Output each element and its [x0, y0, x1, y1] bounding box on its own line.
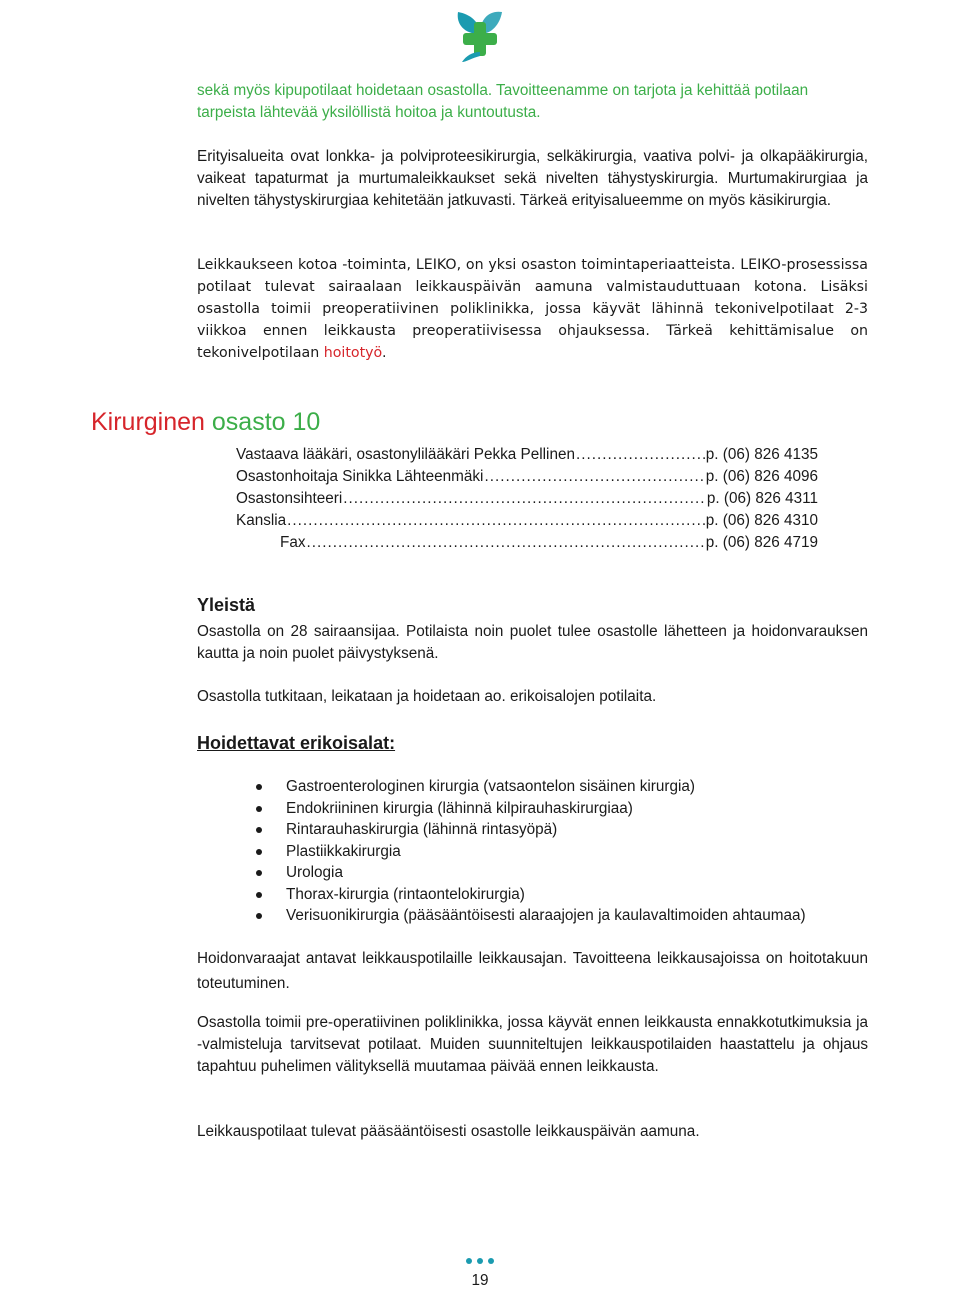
specialties-paragraph: Erityisalueita ovat lonkka- ja polviproteesikirurgia, selkäkirurgia, vaativa polvi- ja olkapääkirurgia, vaikeat tapaturmat ja murtumaleikkaukset sekä nivelten tähystyskirurgia. Murtumakirurgiaa ja nivelten tähystyskirurgiaa kehitetään jatkuvasti. Tärkeä erityisalueemme on myös käsikirurgia.: [197, 148, 868, 209]
hospital-cross-logo-icon: [450, 4, 510, 64]
page-footer: [450, 1258, 510, 1292]
closing-paragraph-1: Hoidonvaraajat antavat leikkauspotilaille leikkausajan. Tavoitteena leikkausajoissa on hoitotakuun toteutuminen.: [197, 950, 868, 992]
section-title-part-1: Kirurginen: [91, 408, 205, 436]
contact-label: Osastonsihteeri: [236, 490, 343, 507]
general-heading: Yleistä: [197, 595, 256, 615]
list-item: Thorax-kirurgia (rintaontelokirurgia): [197, 884, 877, 906]
contact-phone: p. (06) 826 4096: [705, 468, 818, 485]
dot-leader: [307, 532, 705, 554]
general-paragraph-2: Osastolla tutkitaan, leikataan ja hoidetaan ao. erikoisalojen potilaita.: [197, 688, 657, 705]
contact-row: [236, 488, 818, 510]
contact-phone: p. (06) 826 4719: [705, 534, 818, 551]
list-item: Plastiikkakirurgia: [197, 841, 877, 863]
contact-row: [236, 444, 818, 466]
contact-label: Osastonhoitaja Sinikka Lähteenmäki: [236, 468, 484, 485]
leiko-paragraph: [197, 254, 868, 364]
general-paragraph-1: Osastolla on 28 sairaansijaa. Potilaista noin puolet tulee osastolle lähetteen ja hoidonvarauksen kautta ja noin puolet päivystyksenä.: [197, 623, 868, 662]
list-item: Rintarauhaskirurgia (lähinnä rintasyöpä): [197, 819, 877, 841]
leiko-text: Leikkaukseen kotoa -toiminta, LEIKO, on yksi osaston toimintaperiaatteista. LEIKO-prosessissa potilaat tulevat sairaalaan leikkauspäivän aamuna valmistauduttuaan kotona. Lisäksi osastolla toimii preoperatiivinen poliklinikka, jossa käyvät lähinnä tekonivelpotilaat 2-3 viikkoa ennen leikkausta preoperatiivisessa ohjauksessa. Tärkeä kehittämisalue on tekonivelpotilaan: [197, 257, 868, 361]
contact-row: [236, 466, 818, 488]
leiko-end: .: [381, 345, 387, 361]
intro-line-2: tarpeista lähtevää yksilöllistä hoitoa ja kuntoutusta.: [197, 104, 541, 121]
list-item: Urologia: [197, 862, 877, 884]
dot-leader: [576, 444, 705, 466]
contact-phone: p. (06) 826 4311: [706, 490, 818, 507]
intro-line-1: sekä myös kipupotilaat hoidetaan osastolla. Tavoitteenamme on tarjota ja kehittää potilaan: [197, 82, 809, 99]
contact-phone: p. (06) 826 4310: [705, 512, 818, 529]
dot-leader: [287, 510, 705, 532]
section-title: [91, 405, 320, 439]
closing-paragraph-2: Osastolla toimii pre-operatiivinen poliklinikka, jossa käyvät ennen leikkausta ennakkotutkimuksia ja -valmisteluja tarvitsevat potilaat. Muiden suunniteltujen leikkauspotilaiden haastattelu ja ohjaus tapahtuu puhelimen välityksellä muutamaa päivää ennen leikkausta.: [197, 1014, 868, 1075]
list-item: Verisuonikirurgia (pääsääntöisesti alaraajojen ja kaulavaltimoiden ahtaumaa): [197, 905, 877, 927]
leiko-link-word: hoitotyö: [323, 345, 382, 361]
contact-label: Vastaava lääkäri, osastonylilääkäri Pekka Pellinen: [236, 446, 575, 463]
list-item: Endokriininen kirurgia (lähinnä kilpirauhaskirurgiaa): [197, 798, 877, 820]
contact-label: Fax: [280, 534, 306, 551]
closing-paragraph-3: Leikkauspotilaat tulevat pääsääntöisesti osastolle leikkauspäivän aamuna.: [197, 1123, 700, 1140]
intro-paragraph: [197, 80, 868, 124]
contact-row: [236, 532, 818, 554]
contact-phone: p. (06) 826 4135: [705, 446, 818, 463]
dot-leader: [343, 488, 706, 510]
dot-leader: [484, 466, 704, 488]
section-title-part-2: osasto 10: [211, 408, 321, 436]
contact-list: [236, 444, 818, 554]
specialties-heading: Hoidettavat erikoisalat:: [197, 733, 396, 753]
contact-label: Kanslia: [236, 512, 287, 529]
three-dots-icon: [450, 1258, 510, 1268]
page-number: 19: [471, 1272, 489, 1289]
contact-row: [236, 510, 818, 532]
specialties-list: [197, 776, 877, 927]
list-item: Gastroenterologinen kirurgia (vatsaontelon sisäinen kirurgia): [197, 776, 877, 798]
